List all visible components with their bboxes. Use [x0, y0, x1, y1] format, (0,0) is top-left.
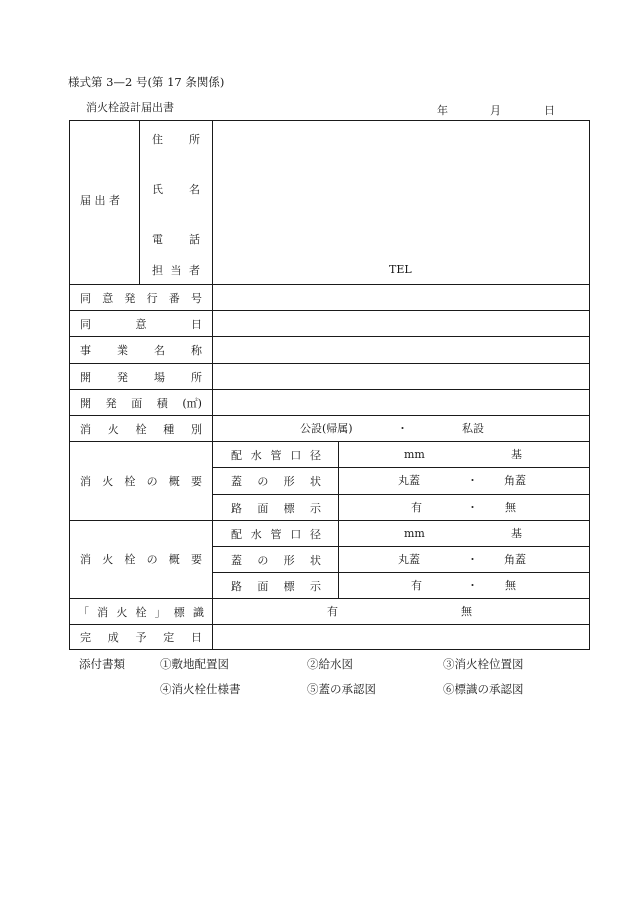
form-number: 様式第 3—2 号(第 17 条関係)	[68, 75, 225, 89]
pipe-count-unit: 基	[511, 527, 522, 540]
consent-number-label: 同 意 発 行 番 号	[80, 291, 202, 305]
hydrant-type-private-option[interactable]: 私設	[462, 422, 484, 435]
lid-square-option[interactable]: 角蓋	[504, 474, 526, 487]
pipe-count-unit: 基	[511, 448, 522, 461]
marking-no-option[interactable]: 無	[505, 501, 516, 514]
marking-yes-option[interactable]: 有	[411, 579, 422, 592]
name-label: 氏 名	[152, 183, 200, 196]
sign-yes-option[interactable]: 有	[327, 605, 338, 618]
lid-separator: ・	[467, 553, 478, 566]
road-marking-label: 路 面 標 示	[231, 501, 321, 515]
address-label: 住 所	[152, 133, 200, 146]
development-site-field[interactable]	[213, 364, 589, 389]
date-day-label: 日	[544, 104, 555, 117]
hydrant-type-label: 消 火 栓 種 別	[80, 422, 202, 436]
attachments-heading: 添付書類	[79, 657, 125, 671]
lid-round-option[interactable]: 丸蓋	[398, 553, 420, 566]
lid-round-option[interactable]: 丸蓋	[398, 474, 420, 487]
marking-separator: ・	[467, 579, 478, 592]
hydrant-type-public-option[interactable]: 公設(帰属)	[300, 422, 353, 435]
development-area-label: 開 発 面 積 (㎡)	[80, 396, 202, 410]
lid-shape-label: 蓋 の 形 状	[231, 553, 321, 567]
hydrant-overview-label: 消 火 栓 の 概 要	[80, 474, 202, 488]
table-border-right	[589, 120, 590, 650]
hydrant-sign-label: 「 消 火 栓 」 標 識	[78, 605, 204, 619]
marking-no-option[interactable]: 無	[505, 579, 516, 592]
completion-date-label: 完 成 予 定 日	[80, 631, 202, 644]
attachment-item: ⑤蓋の承認図	[307, 682, 376, 696]
attachment-item: ④消火栓仕様書	[160, 682, 241, 696]
project-name-label: 事 業 名 称	[80, 344, 202, 357]
consent-date-label: 同 意 日	[80, 317, 202, 331]
contact-person-label: 担 当 者	[152, 264, 200, 277]
table-border-left	[69, 120, 70, 650]
hydrant-type-separator: ・	[397, 422, 408, 435]
lid-square-option[interactable]: 角蓋	[504, 553, 526, 566]
completion-date-field[interactable]	[213, 625, 589, 649]
date-month-label: 月	[490, 104, 501, 117]
date-year-label: 年	[437, 104, 448, 117]
applicant-group-label: 届 出 者	[80, 194, 120, 207]
road-marking-label: 路 面 標 示	[231, 579, 321, 593]
pipe-diameter-label: 配 水 管 口 径	[231, 448, 321, 462]
hydrant-overview-label: 消 火 栓 の 概 要	[80, 553, 202, 566]
lid-shape-label: 蓋 の 形 状	[231, 475, 321, 488]
consent-date-field[interactable]	[213, 311, 589, 336]
development-area-field[interactable]	[213, 390, 589, 415]
row-line-7	[69, 441, 590, 442]
attachment-item: ②給水図	[307, 657, 353, 671]
consent-number-field[interactable]	[213, 285, 589, 310]
phone-label: 電 話	[152, 233, 200, 246]
document-title: 消火栓設計届出書	[86, 101, 174, 114]
tel-label: TEL	[389, 263, 412, 276]
pipe-unit-mm: mm	[404, 448, 425, 461]
table-border-bottom	[69, 649, 590, 650]
applicant-divider-1	[139, 120, 140, 284]
marking-yes-option[interactable]: 有	[411, 501, 422, 514]
pipe-diameter-label: 配 水 管 口 径	[231, 527, 321, 541]
pipe-unit-mm: mm	[404, 527, 425, 540]
project-name-field[interactable]	[213, 337, 589, 363]
sign-no-option[interactable]: 無	[461, 605, 472, 618]
attachment-item: ①敷地配置図	[160, 657, 229, 671]
attachment-item: ③消火栓位置図	[443, 657, 524, 671]
applicant-input-area[interactable]	[213, 121, 589, 284]
marking-separator: ・	[467, 501, 478, 514]
attachment-item: ⑥標識の承認図	[443, 682, 524, 696]
lid-separator: ・	[467, 474, 478, 487]
development-site-label: 開 発 場 所	[80, 370, 202, 384]
row-line-10	[69, 520, 590, 521]
